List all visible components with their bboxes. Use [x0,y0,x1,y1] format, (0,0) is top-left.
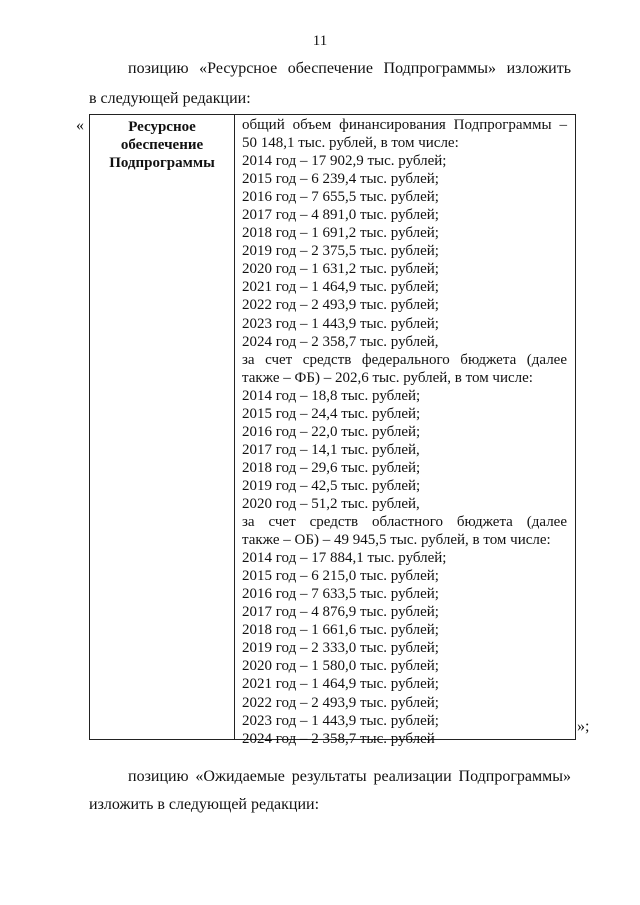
content-line: 2016 год – 22,0 тыс. рублей; [242,423,421,440]
label-cell [90,118,234,172]
column-divider [234,115,235,739]
content-line: также – ФБ) – 202,6 тыс. рублей, в том числе: [242,369,533,386]
intro-line-2: в следующей редакции: [89,90,251,107]
content-line: 2021 год – 1 464,9 тыс. рублей; [242,279,439,296]
content-line: 2022 год – 2 493,9 тыс. рублей; [242,694,439,711]
content-line: 2014 год – 17 884,1 тыс. рублей; [242,550,447,567]
content-line: 2016 год – 7 633,5 тыс. рублей; [242,586,439,603]
content-line: 2021 год – 1 464,9 тыс. рублей; [242,676,439,693]
content-line: 2023 год – 1 443,9 тыс. рублей; [242,315,439,332]
page-number: 11 [312,33,328,49]
resource-table [89,114,576,747]
content-line: за счет средств федерального бюджета (далее [242,351,567,368]
content-line: 2020 год – 1 580,0 тыс. рублей; [242,658,439,675]
outro-line-2: изложить в следующей редакции: [89,796,320,813]
content-line: 2017 год – 4 876,9 тыс. рублей; [242,604,439,621]
label-line: Подпрограммы [109,155,215,171]
content-line: 2014 год – 18,8 тыс. рублей; [242,387,421,404]
content-line: также – ОБ) – 49 945,5 тыс. рублей, в том числе: [242,532,551,549]
content-line: 2015 год – 6 215,0 тыс. рублей; [242,568,439,585]
content-line: 2015 год – 6 239,4 тыс. рублей; [242,171,439,188]
content-line: 2024 год – 2 358,7 тыс. рублей, [242,333,439,350]
content-line: 2022 год – 2 493,9 тыс. рублей; [242,297,439,314]
intro-line-1: позицию «Ресурсное обеспечение Подпрограммы» изложить [128,60,571,77]
content-line: 2020 год – 1 631,2 тыс. рублей; [242,261,439,278]
content-line: 2024 год – 2 358,7 тыс. рублей [242,730,435,747]
closing-quote: »; [577,718,590,735]
outro-line-1: позицию «Ожидаемые результаты реализации Подпрограммы» [128,768,571,785]
label-line: Ресурсное [128,119,196,135]
content-cell [242,116,567,748]
content-line: 2018 год – 1 691,2 тыс. рублей; [242,225,439,242]
content-line: 2014 год – 17 902,9 тыс. рублей; [242,153,447,170]
content-line: 2019 год – 42,5 тыс. рублей; [242,477,421,494]
content-line: общий объем финансирования Подпрограммы – [242,117,567,133]
content-line: 2017 год – 4 891,0 тыс. рублей; [242,207,439,224]
content-line: 2017 год – 14,1 тыс. рублей, [242,441,420,458]
content-line: 2018 год – 1 661,6 тыс. рублей; [242,622,439,639]
content-line: 2019 год – 2 333,0 тыс. рублей; [242,640,439,657]
content-line: 2015 год – 24,4 тыс. рублей; [242,405,421,422]
content-line: 2018 год – 29,6 тыс. рублей; [242,459,421,476]
opening-quote: « [76,117,84,134]
label-line: обеспечение [120,137,204,153]
content-line: 2016 год – 7 655,5 тыс. рублей; [242,189,439,206]
content-line: 2019 год – 2 375,5 тыс. рублей; [242,243,439,260]
content-line: 50 148,1 тыс. рублей, в том числе: [242,135,459,152]
content-line: 2023 год – 1 443,9 тыс. рублей; [242,712,439,729]
content-line: 2020 год – 51,2 тыс. рублей, [242,495,420,512]
content-line: за счет средств областного бюджета (далее [242,514,567,531]
